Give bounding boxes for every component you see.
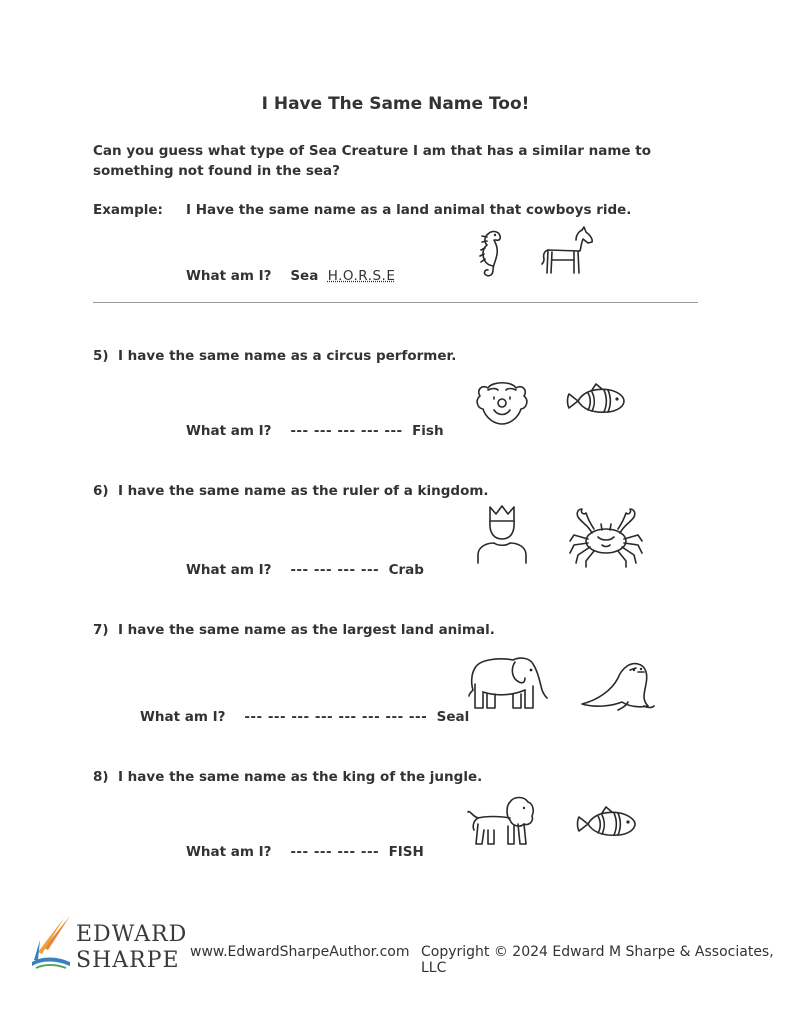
example-divider [93, 302, 698, 303]
example-prompt: What am I? [186, 268, 272, 284]
website-link[interactable]: www.EdwardSharpeAuthor.com [190, 944, 410, 960]
answer-blanks: --- --- --- --- [290, 562, 380, 578]
elephant-icon [467, 654, 549, 710]
question-clue: 5) I have the same name as a circus performer. [93, 348, 457, 364]
example-label: Example: [93, 202, 163, 218]
answer-suffix: FISH [388, 844, 424, 860]
king-icon [476, 503, 528, 565]
page-title: I Have The Same Name Too! [261, 94, 530, 114]
answer-suffix: Seal [436, 709, 470, 725]
question-answer-line [186, 844, 424, 860]
brand-name-line1: EDWARD [76, 922, 188, 947]
answer-blanks: --- --- --- --- --- [290, 423, 403, 439]
seal-icon [578, 660, 658, 712]
question-answer-line [140, 709, 469, 725]
horse-icon [540, 226, 596, 276]
clownfish-icon [576, 804, 638, 844]
question-clue: 6) I have the same name as the ruler of a kingdom. [93, 483, 489, 499]
copyright-text: Copyright © 2024 Edward M Sharpe & Associates, LLC [421, 944, 774, 976]
answer-blanks: --- --- --- --- --- --- --- --- [244, 709, 428, 725]
example-prefix: Sea [290, 268, 319, 284]
question-answer-line [186, 423, 444, 439]
question-answer-line [186, 562, 424, 578]
answer-suffix: Fish [412, 423, 444, 439]
answer-suffix: Crab [388, 562, 424, 578]
edward-sharpe-logo-icon [30, 914, 76, 970]
example-clue: I Have the same name as a land animal that cowboys ride. [186, 202, 632, 218]
seahorse-icon [474, 228, 508, 280]
clown-icon [474, 378, 530, 428]
question-prompt: What am I? [186, 844, 272, 860]
crab-icon [568, 505, 644, 571]
question-prompt: What am I? [140, 709, 226, 725]
example-answer-line [186, 268, 395, 284]
lion-icon [466, 796, 536, 848]
question-clue: 8) I have the same name as the king of the jungle. [93, 769, 483, 785]
question-prompt: What am I? [186, 562, 272, 578]
question-prompt: What am I? [186, 423, 272, 439]
brand-name-line2: SHARPE [76, 948, 180, 973]
clownfish-icon [566, 382, 626, 420]
answer-blanks: --- --- --- --- [290, 844, 380, 860]
example-answer: H.O.R.S.E [327, 268, 396, 284]
question-clue: 7) I have the same name as the largest land animal. [93, 622, 495, 638]
intro-text: Can you guess what type of Sea Creature I am that has a similar name to something not found in the sea? [93, 143, 651, 179]
